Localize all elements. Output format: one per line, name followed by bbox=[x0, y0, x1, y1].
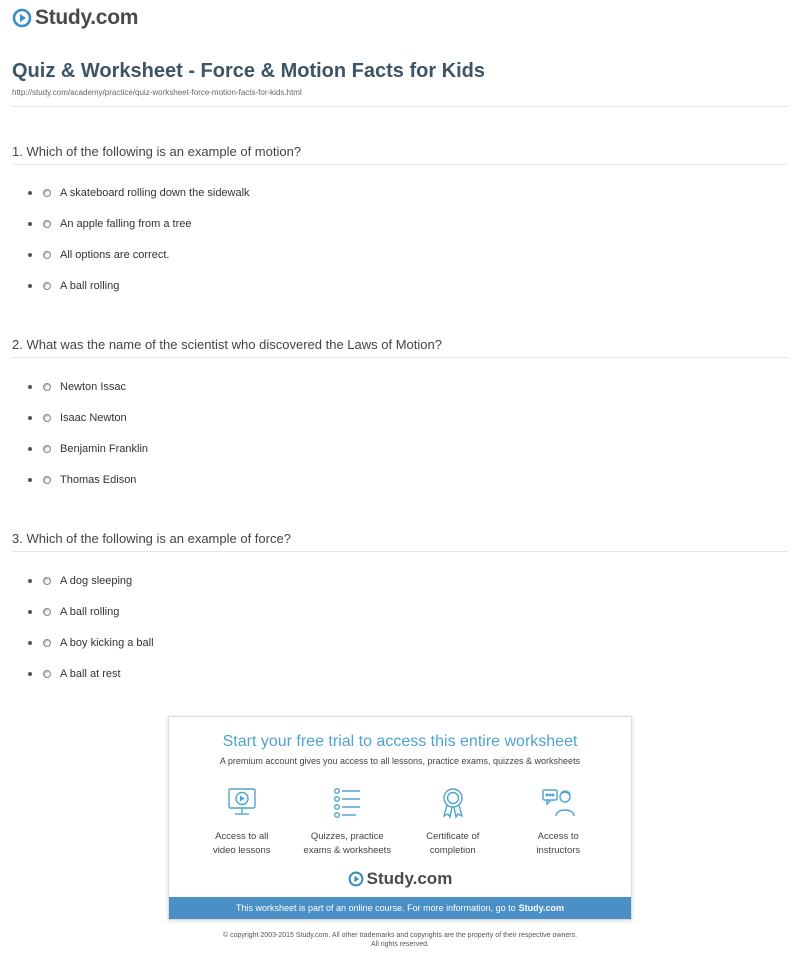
answer-option[interactable] bbox=[28, 433, 148, 464]
promo-headline[interactable]: Start your free trial to access this entire worksheet bbox=[222, 733, 578, 750]
radio-button[interactable] bbox=[43, 639, 51, 647]
play-circle-icon bbox=[348, 871, 364, 887]
bullet-icon bbox=[28, 478, 32, 482]
certificate-icon bbox=[436, 785, 470, 819]
bullet-icon bbox=[28, 284, 32, 288]
instructor-chat-icon bbox=[541, 785, 575, 819]
answer-option[interactable] bbox=[28, 565, 154, 596]
answer-option[interactable] bbox=[28, 658, 154, 689]
promo-info-bar bbox=[169, 897, 631, 919]
bullet-icon bbox=[28, 253, 32, 257]
promo-study-logo[interactable] bbox=[169, 869, 631, 889]
radio-button[interactable] bbox=[43, 220, 51, 228]
answer-option[interactable] bbox=[28, 239, 250, 270]
study-link[interactable]: Study.com bbox=[518, 903, 564, 913]
radio-button[interactable] bbox=[43, 445, 51, 453]
answer-option[interactable] bbox=[28, 596, 154, 627]
answer-option[interactable] bbox=[28, 270, 250, 301]
answer-option[interactable] bbox=[28, 177, 250, 208]
feature-instructors bbox=[508, 785, 608, 858]
answer-label: A ball rolling bbox=[60, 605, 120, 618]
video-lesson-icon bbox=[225, 785, 259, 819]
divider bbox=[12, 357, 788, 358]
question-1: 1. Which of the following is an example of motion? bbox=[12, 144, 302, 159]
answer-label: A ball rolling bbox=[60, 279, 120, 292]
answer-label: Thomas Edison bbox=[60, 473, 137, 486]
answer-label: A skateboard rolling down the sidewalk bbox=[60, 186, 250, 199]
promo-subhead: A premium account gives you access to all lessons, practice exams, quizzes & worksheets bbox=[219, 756, 581, 766]
answer-label: All options are correct. bbox=[60, 248, 170, 261]
radio-button[interactable] bbox=[43, 251, 51, 259]
answer-list-1 bbox=[28, 177, 250, 301]
bullet-icon bbox=[28, 222, 32, 226]
radio-button[interactable] bbox=[43, 608, 51, 616]
divider bbox=[12, 551, 788, 552]
divider bbox=[12, 164, 788, 165]
promo-bar-text: This worksheet is part of an online course. For more information, go to bbox=[236, 903, 516, 913]
radio-button[interactable] bbox=[43, 476, 51, 484]
answer-label: A ball at rest bbox=[60, 667, 121, 680]
radio-button[interactable] bbox=[43, 414, 51, 422]
feature-label: Certificate of completion bbox=[426, 831, 480, 856]
rights-text: All rights reserved. bbox=[371, 941, 429, 948]
answer-label: A boy kicking a ball bbox=[60, 636, 154, 649]
free-trial-promo bbox=[168, 716, 632, 920]
radio-button[interactable] bbox=[43, 383, 51, 391]
answer-label: An apple falling from a tree bbox=[60, 217, 192, 230]
feature-video-lessons bbox=[192, 785, 292, 858]
answer-list-3 bbox=[28, 565, 154, 689]
feature-label: Quizzes, practice exams & worksheets bbox=[303, 831, 392, 856]
radio-button[interactable] bbox=[43, 670, 51, 678]
bullet-icon bbox=[28, 641, 32, 645]
bullet-icon bbox=[28, 191, 32, 195]
checklist-icon bbox=[330, 785, 364, 819]
feature-list bbox=[169, 785, 631, 858]
radio-button[interactable] bbox=[43, 282, 51, 290]
logo-text: Study.com bbox=[366, 869, 453, 888]
answer-label: A dog sleeping bbox=[60, 574, 133, 587]
feature-quizzes bbox=[297, 785, 397, 858]
copyright-footer bbox=[0, 931, 800, 949]
feature-certificate bbox=[403, 785, 503, 858]
study-logo[interactable] bbox=[12, 6, 138, 30]
bullet-icon bbox=[28, 447, 32, 451]
answer-option[interactable] bbox=[28, 208, 250, 239]
feature-label: Access to all video lessons bbox=[212, 831, 271, 856]
answer-label: Isaac Newton bbox=[60, 411, 127, 424]
feature-label: Access to instructors bbox=[536, 831, 581, 856]
bullet-icon bbox=[28, 610, 32, 614]
divider bbox=[12, 106, 788, 107]
answer-option[interactable] bbox=[28, 371, 148, 402]
copyright-text: © copyright 2003-2015 Study.com. All other trademarks and copyrights are the property of their respective owners. bbox=[222, 932, 578, 939]
bullet-icon bbox=[28, 416, 32, 420]
question-2: 2. What was the name of the scientist who discovered the Laws of Motion? bbox=[12, 337, 442, 352]
radio-button[interactable] bbox=[43, 189, 51, 197]
page-url[interactable]: http://study.com/academy/practice/quiz-worksheet-force-motion-facts-for-kids.html bbox=[12, 88, 302, 97]
answer-label: Newton Issac bbox=[60, 380, 127, 393]
logo-text: Study.com bbox=[35, 6, 139, 29]
answer-option[interactable] bbox=[28, 402, 148, 433]
question-3: 3. Which of the following is an example of force? bbox=[12, 531, 291, 546]
answer-label: Benjamin Franklin bbox=[60, 442, 149, 455]
answer-option[interactable] bbox=[28, 627, 154, 658]
bullet-icon bbox=[28, 579, 32, 583]
bullet-icon bbox=[28, 385, 32, 389]
radio-button[interactable] bbox=[43, 577, 51, 585]
play-circle-icon bbox=[12, 8, 32, 28]
answer-option[interactable] bbox=[28, 464, 148, 495]
answer-list-2 bbox=[28, 371, 148, 495]
bullet-icon bbox=[28, 672, 32, 676]
page-title: Quiz & Worksheet - Force & Motion Facts for Kids bbox=[12, 60, 486, 82]
